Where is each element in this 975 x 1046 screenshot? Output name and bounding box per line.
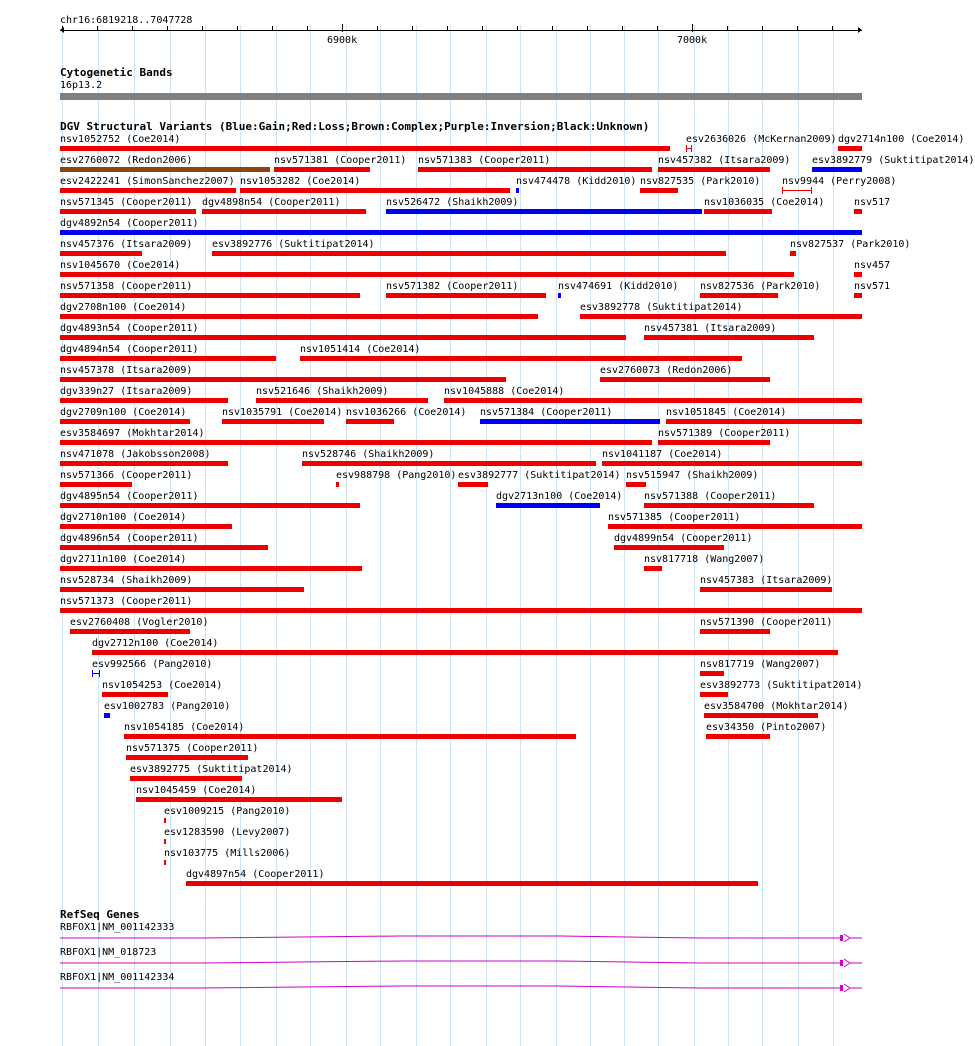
grid-line [486, 25, 487, 1046]
variant-label[interactable]: nsv571366 (Cooper2011) [60, 470, 193, 481]
variant-bar[interactable] [644, 335, 814, 340]
variant-bar[interactable] [60, 272, 794, 277]
variant-bar[interactable] [60, 293, 360, 298]
variant-label[interactable]: esv2760073 (Redon2006) [600, 365, 733, 376]
variant-label[interactable]: nsv474691 (Kidd2010) [558, 281, 679, 292]
variant-label[interactable]: dgv4894n54 (Cooper2011) [60, 344, 199, 355]
variant-bar[interactable] [102, 692, 168, 697]
variant-label[interactable]: dgv4899n54 (Cooper2011) [614, 533, 753, 544]
variant-label[interactable]: esv3584697 (Mokhtar2014) [60, 428, 205, 439]
variant-bar[interactable] [854, 272, 862, 277]
ruler-major-tick [342, 24, 343, 32]
variant-bar[interactable] [480, 419, 660, 424]
variant-bar[interactable] [386, 293, 546, 298]
variant-bar[interactable] [302, 461, 596, 466]
variant-bar[interactable] [124, 734, 576, 739]
ruler-tick [167, 26, 168, 30]
variant-bar[interactable] [136, 797, 342, 802]
ruler-tick [307, 26, 308, 30]
variant-label[interactable]: nsv571390 (Cooper2011) [700, 617, 833, 628]
variant-label[interactable]: esv2636026 (McKernan2009) [686, 134, 837, 145]
variant-bar[interactable] [60, 188, 236, 193]
variant-bar[interactable] [790, 251, 796, 256]
intron-line [60, 936, 840, 938]
ruler-tick [727, 26, 728, 30]
variant-bar[interactable] [202, 209, 366, 214]
ruler-major-tick [692, 24, 693, 32]
gene-label[interactable]: RBFOX1|NM_001142333 [60, 922, 175, 933]
variant-label[interactable]: nsv817718 (Wang2007) [644, 554, 765, 565]
variant-bar[interactable] [854, 209, 862, 214]
variant-label[interactable]: esv3892776 (Suktitipat2014) [212, 239, 375, 250]
variant-label[interactable]: nsv571373 (Cooper2011) [60, 596, 193, 607]
variant-bar[interactable] [60, 503, 360, 508]
variant-bar[interactable] [60, 482, 132, 487]
variant-label[interactable]: esv1009215 (Pang2010) [164, 806, 291, 817]
variant-label[interactable]: nsv457383 (Itsara2009) [700, 575, 833, 586]
variant-bar[interactable] [614, 545, 724, 550]
ruler-tick [447, 26, 448, 30]
variant-bar[interactable] [700, 692, 728, 697]
variant-bar[interactable] [608, 524, 862, 529]
variant-label[interactable]: esv3892775 (Suktitipat2014) [130, 764, 293, 775]
variant-label[interactable]: nsv1041187 (Coe2014) [602, 449, 723, 460]
variant-bar[interactable] [70, 629, 190, 634]
variant-label[interactable]: dgv4892n54 (Cooper2011) [60, 218, 199, 229]
variant-label[interactable]: nsv457376 (Itsara2009) [60, 239, 193, 250]
variant-label[interactable]: esv1283590 (Levy2007) [164, 827, 291, 838]
variant-bar[interactable] [386, 209, 702, 214]
variant-bar[interactable] [60, 545, 268, 550]
variant-bar-line [687, 148, 691, 149]
variant-label[interactable]: dgv2708n100 (Coe2014) [60, 302, 187, 313]
variant-bar[interactable] [444, 398, 862, 403]
grid-line [416, 25, 417, 1046]
variant-label[interactable]: nsv1045888 (Coe2014) [444, 386, 565, 397]
variant-bar[interactable] [580, 314, 862, 319]
ruler-tick [97, 26, 98, 30]
variant-label[interactable]: nsv1052752 (Coe2014) [60, 134, 181, 145]
refseq-track-title: RefSeq Genes [60, 908, 140, 921]
grid-line [762, 25, 763, 1046]
variant-label[interactable]: dgv4898n54 (Cooper2011) [202, 197, 341, 208]
variant-label[interactable]: nsv827536 (Park2010) [700, 281, 821, 292]
variant-bar[interactable] [686, 145, 692, 152]
variant-label[interactable]: nsv571388 (Cooper2011) [644, 491, 777, 502]
variant-bar[interactable] [658, 440, 770, 445]
ruler-tick [657, 26, 658, 30]
variant-label[interactable]: nsv1053282 (Coe2014) [240, 176, 361, 187]
variant-label[interactable]: nsv474478 (Kidd2010) [516, 176, 637, 187]
variant-label[interactable]: dgv2709n100 (Coe2014) [60, 407, 187, 418]
variant-bar[interactable] [60, 314, 538, 319]
variant-label[interactable]: esv3584700 (Mokhtar2014) [704, 701, 849, 712]
variant-bar[interactable] [60, 230, 862, 235]
variant-bar[interactable] [706, 734, 770, 739]
variant-bar-line [783, 190, 811, 191]
variant-label[interactable]: nsv1051414 (Coe2014) [300, 344, 421, 355]
cytoband-bar[interactable] [60, 93, 862, 100]
ruler-tick [517, 26, 518, 30]
variant-label[interactable]: nsv521646 (Shaikh2009) [256, 386, 389, 397]
variant-bar[interactable] [658, 167, 770, 172]
variant-label[interactable]: nsv457381 (Itsara2009) [644, 323, 777, 334]
ruler-tick [762, 26, 763, 30]
variant-bar[interactable] [60, 335, 626, 340]
variant-bar[interactable] [186, 881, 758, 886]
variant-label[interactable]: dgv4896n54 (Cooper2011) [60, 533, 199, 544]
variant-label[interactable]: nsv571358 (Cooper2011) [60, 281, 193, 292]
variant-label[interactable]: nsv571381 (Cooper2011) [274, 155, 407, 166]
variant-bar[interactable] [60, 251, 142, 256]
variant-label[interactable]: esv2760408 (Vogler2010) [70, 617, 209, 628]
variant-label[interactable]: nsv571384 (Cooper2011) [480, 407, 613, 418]
variant-bar[interactable] [666, 419, 862, 424]
gene-label[interactable]: RBFOX1|NM_001142334 [60, 972, 175, 983]
ruler-tick [237, 26, 238, 30]
variant-bar[interactable] [126, 755, 248, 760]
grid-line [380, 25, 381, 1046]
variant-bar[interactable] [644, 566, 662, 571]
variant-label[interactable]: esv992566 (Pang2010) [92, 659, 213, 670]
variant-label[interactable]: nsv528734 (Shaikh2009) [60, 575, 193, 586]
variant-label[interactable]: esv2760072 (Redon2006) [60, 155, 193, 166]
variant-bar[interactable] [60, 146, 670, 151]
strand-arrow-icon [844, 934, 862, 942]
gene-model[interactable] [60, 933, 862, 943]
variant-bar[interactable] [516, 188, 519, 193]
variant-bar-line [93, 673, 99, 674]
variant-bar[interactable] [626, 482, 646, 487]
variant-label[interactable]: esv1002783 (Pang2010) [104, 701, 231, 712]
variant-label[interactable]: nsv457382 (Itsara2009) [658, 155, 791, 166]
ruler-tick [377, 26, 378, 30]
variant-label[interactable]: esv2422241 (SimonSanchez2007) [60, 176, 235, 187]
exon-block [840, 935, 843, 941]
variant-label[interactable]: nsv1036266 (Coe2014) [346, 407, 467, 418]
ruler-tick [587, 26, 588, 30]
ruler-right-arrow [858, 27, 862, 33]
variant-label[interactable]: nsv1051845 (Coe2014) [666, 407, 787, 418]
variant-label[interactable]: dgv2710n100 (Coe2014) [60, 512, 187, 523]
variant-label[interactable]: dgv4895n54 (Cooper2011) [60, 491, 199, 502]
variant-bar[interactable] [300, 356, 742, 361]
variant-bar[interactable] [60, 356, 276, 361]
variant-label[interactable]: nsv1054253 (Coe2014) [102, 680, 223, 691]
intron-line [60, 986, 840, 988]
variant-label[interactable]: nsv1045459 (Coe2014) [136, 785, 257, 796]
variant-bar[interactable] [346, 419, 394, 424]
variant-label[interactable]: dgv2712n100 (Coe2014) [92, 638, 219, 649]
cytoband-label: 16p13.2 [60, 80, 103, 91]
gene-model[interactable] [60, 983, 862, 993]
variant-label[interactable]: nsv571 [854, 281, 891, 292]
variant-bar[interactable] [700, 587, 832, 592]
strand-arrow-icon [844, 984, 862, 992]
variant-bar[interactable] [240, 188, 510, 193]
variant-bar[interactable] [60, 209, 196, 214]
ruler-tick [832, 26, 833, 30]
location-label: chr16:6819218..7047728 [60, 15, 193, 26]
variant-bar[interactable] [60, 461, 228, 466]
variant-label[interactable]: dgv2714n100 (Coe2014) [838, 134, 965, 145]
variant-bar[interactable] [812, 167, 862, 172]
variant-label[interactable]: nsv1045670 (Coe2014) [60, 260, 181, 271]
variant-label[interactable]: esv3892779 (Suktitipat2014) [812, 155, 975, 166]
intron-line [60, 961, 840, 963]
variant-bar[interactable] [600, 377, 770, 382]
variant-label[interactable]: nsv457 [854, 260, 891, 271]
variant-label[interactable]: nsv457378 (Itsara2009) [60, 365, 193, 376]
variant-label[interactable]: nsv526472 (Shaikh2009) [386, 197, 519, 208]
variant-bar[interactable] [644, 503, 814, 508]
variant-label[interactable]: dgv2711n100 (Coe2014) [60, 554, 187, 565]
variant-label[interactable]: nsv1054185 (Coe2014) [124, 722, 245, 733]
variant-bar[interactable] [60, 566, 362, 571]
variant-label[interactable]: nsv517 [854, 197, 891, 208]
ruler-tick [132, 26, 133, 30]
ruler-tick [62, 26, 63, 30]
ruler-tick [412, 26, 413, 30]
ruler-tick [552, 26, 553, 30]
cytoband-track-title: Cytogenetic Bands [60, 66, 173, 79]
variant-bar[interactable] [164, 839, 166, 844]
gene-label[interactable]: RBFOX1|NM_018723 [60, 947, 157, 958]
ruler-axis [60, 30, 862, 31]
variant-label[interactable]: nsv571382 (Cooper2011) [386, 281, 519, 292]
variant-bar[interactable] [60, 440, 652, 445]
variant-label[interactable]: esv3892773 (Suktitipat2014) [700, 680, 863, 691]
variant-label[interactable]: nsv471078 (Jakobsson2008) [60, 449, 211, 460]
variant-label[interactable]: nsv571383 (Cooper2011) [418, 155, 551, 166]
variant-bar[interactable] [640, 188, 678, 193]
variant-label[interactable]: nsv1036035 (Coe2014) [704, 197, 825, 208]
variant-label[interactable]: esv34350 (Pinto2007) [706, 722, 827, 733]
variant-bar[interactable] [164, 860, 166, 865]
variant-bar[interactable] [60, 167, 270, 172]
variant-bar[interactable] [256, 398, 428, 403]
variant-bar[interactable] [60, 608, 862, 613]
variant-bar[interactable] [274, 167, 370, 172]
variant-bar[interactable] [838, 146, 862, 151]
variant-label[interactable]: dgv4897n54 (Cooper2011) [186, 869, 325, 880]
variant-label[interactable]: nsv571375 (Cooper2011) [126, 743, 259, 754]
ruler-tick [797, 26, 798, 30]
strand-arrow-icon [844, 959, 862, 967]
variant-label[interactable]: nsv515947 (Shaikh2009) [626, 470, 759, 481]
variant-bar[interactable] [222, 419, 324, 424]
variant-label[interactable]: nsv571389 (Cooper2011) [658, 428, 791, 439]
variant-bar[interactable] [60, 587, 304, 592]
variant-label[interactable]: esv3892777 (Suktitipat2014) [458, 470, 621, 481]
exon-block [840, 960, 843, 966]
variant-label[interactable]: nsv571345 (Cooper2011) [60, 197, 193, 208]
ruler-tick [202, 26, 203, 30]
variant-label[interactable]: nsv571385 (Cooper2011) [608, 512, 741, 523]
variant-label[interactable]: dgv4893n54 (Cooper2011) [60, 323, 199, 334]
variant-bar[interactable] [418, 167, 652, 172]
variant-bar[interactable] [854, 293, 862, 298]
variant-bar[interactable] [60, 419, 190, 424]
variant-bar[interactable] [60, 524, 232, 529]
variant-bar[interactable] [60, 377, 506, 382]
dgv-track-title: DGV Structural Variants (Blue:Gain;Red:Loss;Brown:Complex;Purple:Inversion;Black:Unknown) [60, 120, 650, 133]
gene-model[interactable] [60, 958, 862, 968]
variant-label[interactable]: nsv817719 (Wang2007) [700, 659, 821, 670]
variant-bar[interactable] [104, 713, 110, 718]
variant-label[interactable]: dgv2713n100 (Coe2014) [496, 491, 623, 502]
variant-label[interactable]: nsv103775 (Mills2006) [164, 848, 291, 859]
grid-line [450, 25, 451, 1046]
ruler-tick-label: 7000k [677, 35, 708, 46]
variant-label[interactable]: nsv9944 (Perry2008) [782, 176, 897, 187]
variant-label[interactable]: nsv827535 (Park2010) [640, 176, 761, 187]
variant-bar[interactable] [704, 209, 772, 214]
variant-bar[interactable] [700, 671, 724, 676]
variant-bar[interactable] [164, 818, 166, 823]
variant-bar[interactable] [92, 650, 838, 655]
variant-bar[interactable] [700, 629, 770, 634]
variant-bar[interactable] [558, 293, 561, 298]
variant-bar[interactable] [92, 670, 100, 677]
variant-bar[interactable] [458, 482, 488, 487]
ruler-tick-label: 6900k [327, 35, 358, 46]
variant-bar[interactable] [212, 251, 726, 256]
ruler-tick [482, 26, 483, 30]
variant-bar[interactable] [700, 293, 778, 298]
variant-label[interactable]: nsv827537 (Park2010) [790, 239, 911, 250]
variant-bar[interactable] [130, 776, 242, 781]
variant-bar[interactable] [496, 503, 600, 508]
variant-bar[interactable] [336, 482, 339, 487]
exon-block [840, 985, 843, 991]
ruler-tick [622, 26, 623, 30]
variant-label[interactable]: esv988798 (Pang2010) [336, 470, 457, 481]
variant-bar[interactable] [704, 713, 818, 718]
variant-bar[interactable] [60, 398, 228, 403]
variant-label[interactable]: nsv1035791 (Coe2014) [222, 407, 343, 418]
variant-bar[interactable] [782, 187, 812, 194]
variant-label[interactable]: dgv339n27 (Itsara2009) [60, 386, 193, 397]
variant-label[interactable]: nsv528746 (Shaikh2009) [302, 449, 435, 460]
variant-bar[interactable] [602, 461, 862, 466]
ruler-tick [272, 26, 273, 30]
variant-label[interactable]: esv3892778 (Suktitipat2014) [580, 302, 743, 313]
